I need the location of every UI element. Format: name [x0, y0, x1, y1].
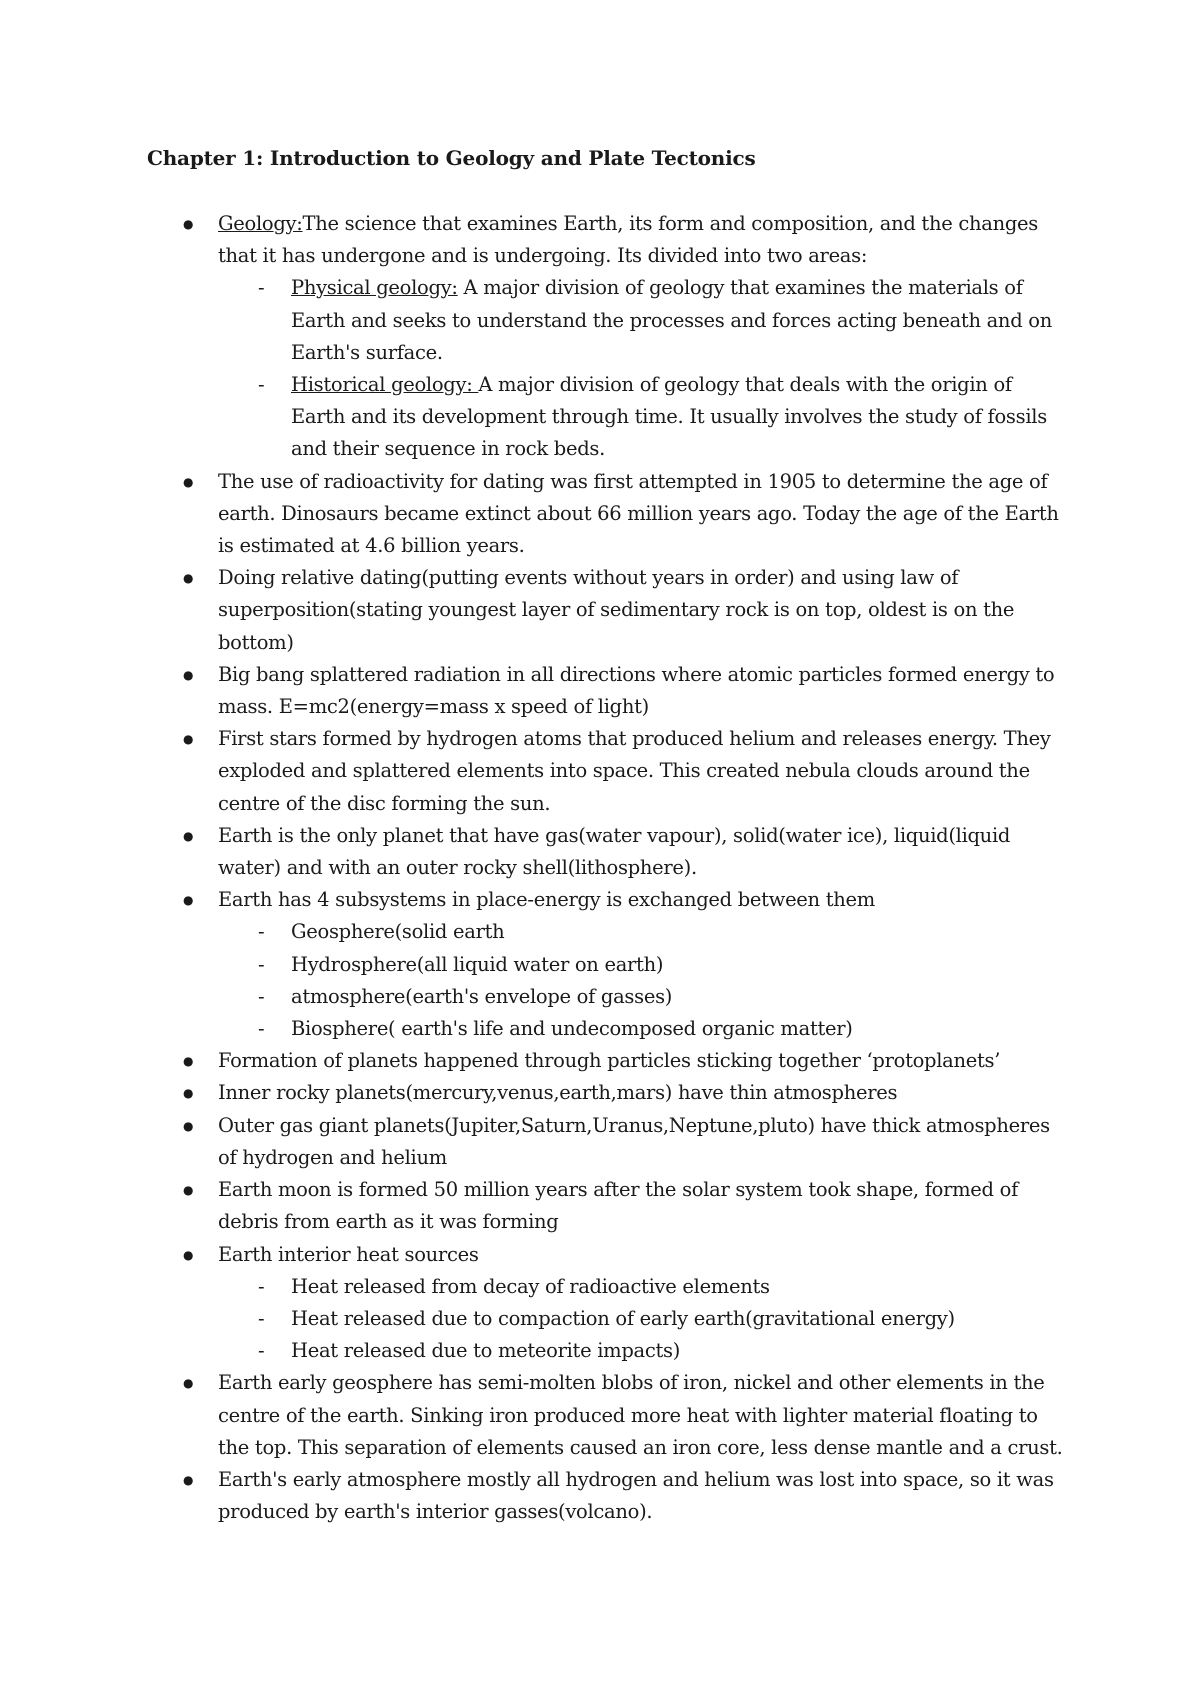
list-item	[147, 723, 1067, 820]
item-text: atmosphere(earth's envelope of gasses)	[291, 984, 673, 1008]
term-label: Historical geology:	[291, 373, 479, 397]
sub-list	[218, 1271, 1067, 1368]
item-text: Geosphere(solid earth	[291, 920, 505, 944]
item-text: The science that examines Earth, its form and composition, and the changes that it has undergone and is undergoing. Its divided into two areas:	[218, 212, 1038, 268]
item-text: Earth moon is formed 50 million years after the solar system took shape, formed of debris from earth as it was forming	[218, 1178, 1018, 1234]
sub-list-item	[218, 369, 1067, 466]
sub-list-item	[218, 1013, 1067, 1045]
term-label: Geology:	[218, 212, 303, 235]
list-item	[147, 1174, 1067, 1238]
list-item	[147, 1077, 1067, 1109]
list-item	[147, 659, 1067, 723]
item-text: Formation of planets happened through particles sticking together ‘protoplanets’	[218, 1049, 1001, 1073]
item-text: Earth is the only planet that have gas(water vapour), solid(water ice), liquid(liquid water) and with an outer rocky shell(lithosphere).	[218, 823, 1011, 880]
item-text: Outer gas giant planets(Jupiter,Saturn,Uranus,Neptune,pluto) have thick atmospheres of hydrogen and helium	[218, 1113, 1050, 1169]
item-text: Biosphere( earth's life and undecomposed organic matter)	[291, 1017, 853, 1041]
sub-list-item	[218, 1335, 1067, 1367]
item-text: Hydrosphere(all liquid water on earth)	[291, 952, 664, 976]
item-text: Big bang splattered radiation in all directions where atomic particles formed energy to mass. E=mc2(energy=mass x speed of light)	[218, 662, 1055, 719]
item-text: Earth interior heat sources	[218, 1242, 479, 1266]
list-item	[147, 562, 1067, 659]
chapter-title: Chapter 1: Introduction to Geology and Plate Tectonics	[147, 146, 756, 170]
item-text: Heat released due to compaction of early earth(gravitational energy)	[291, 1306, 955, 1330]
term-label: Physical geology:	[291, 276, 458, 300]
item-text: Earth early geosphere has semi-molten blobs of iron, nickel and other elements in the centre of the earth. Sinking iron produced more heat with lighter material floating to the top. This separation of elements caused an iron core, less dense mantle and a crust.	[218, 1371, 1063, 1459]
list-item	[147, 1239, 1067, 1368]
item-text: A major division of geology that deals with the origin of Earth and its development through time. It usually involves the study of fossils and their sequence in rock beds.	[291, 373, 1047, 461]
list-item	[147, 1464, 1067, 1528]
sub-list-item	[218, 981, 1067, 1013]
sub-list-item	[218, 272, 1067, 369]
item-text: The use of radioactivity for dating was first attempted in 1905 to determine the age of earth. Dinosaurs became extinct about 66 million years ago. Today the age of the Earth is estimated at 4.6 billion years.	[218, 469, 1059, 558]
list-item	[147, 466, 1067, 563]
item-text: Heat released from decay of radioactive elements	[291, 1274, 770, 1298]
item-text: Earth's early atmosphere mostly all hydrogen and helium was lost into space, so it was produced by earth's interior gasses(volcano).	[218, 1467, 1054, 1524]
sub-list-item	[218, 949, 1067, 981]
list-item	[147, 1045, 1067, 1077]
sub-list	[218, 916, 1067, 1045]
sub-list-item	[218, 916, 1067, 948]
sub-list-item	[218, 1303, 1067, 1335]
list-item	[147, 1110, 1067, 1174]
list-item	[147, 884, 1067, 1045]
sub-list-item	[218, 1271, 1067, 1303]
item-text: First stars formed by hydrogen atoms that produced helium and releases energy. They exploded and splattered elements into space. This created nebula clouds around the centre of the disc forming the sun.	[218, 727, 1051, 815]
list-item	[147, 208, 1067, 466]
item-text: Doing relative dating(putting events without years in order) and using law of superposition(stating youngest layer of sedimentary rock is on top, oldest is on the bottom)	[218, 566, 1015, 654]
item-text: Heat released due to meteorite impacts)	[291, 1339, 681, 1363]
bullet-list	[147, 208, 1067, 1528]
sub-list	[218, 272, 1067, 465]
list-item	[147, 820, 1067, 884]
item-text: Inner rocky planets(mercury,venus,earth,mars) have thin atmospheres	[218, 1081, 898, 1105]
item-text: A major division of geology that examines the materials of Earth and seeks to understand the processes and forces acting beneath and on Earth's surface.	[291, 276, 1052, 364]
list-item	[147, 1367, 1067, 1464]
item-text: Earth has 4 subsystems in place-energy is exchanged between them	[218, 888, 875, 912]
